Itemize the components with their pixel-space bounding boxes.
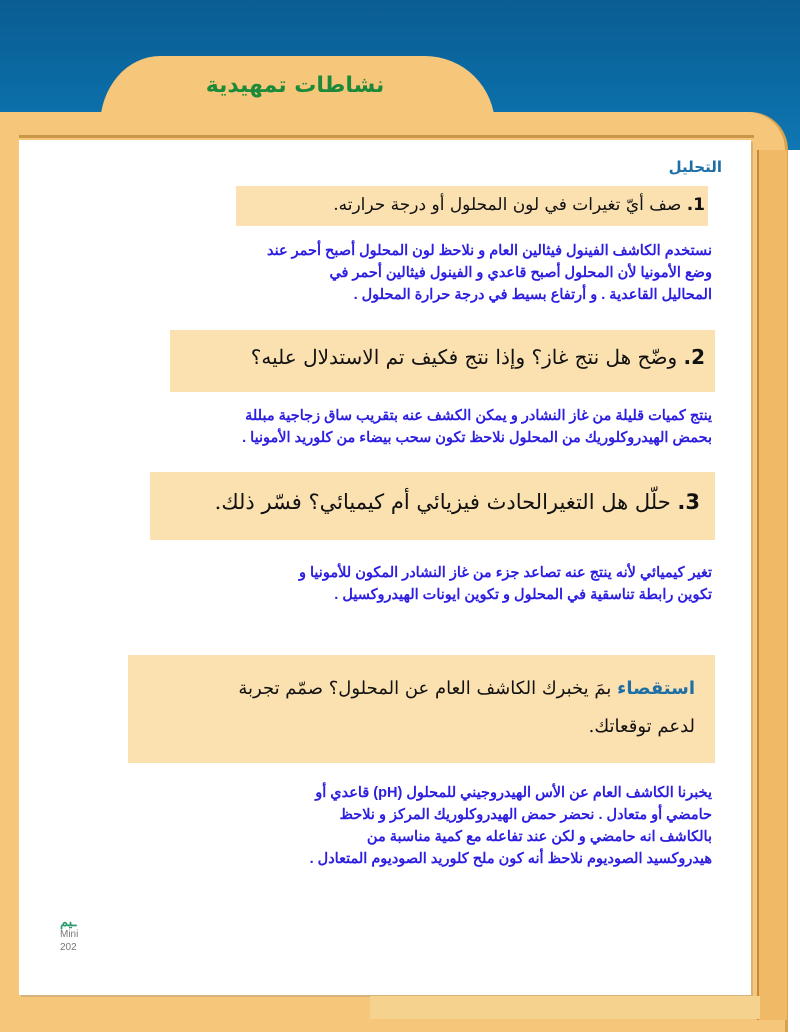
question-3 [140,490,700,514]
answer-3 [32,562,712,606]
answer-2-line: بحمض الهيدروكلوريك من المحلول نلاحظ تكون سحب بيضاء من كلوريد الأمونيا . [242,430,712,446]
inquiry-text [135,670,695,746]
answer-3-line: تكوين رابطة تناسقية في المحلول و تكوين ايونات الهيدروكسيل . [334,587,712,603]
question-1 [225,195,705,215]
question-1-number: 1. [686,195,705,215]
logo-subtext: Mini [60,929,79,940]
answer-1-line: وضع الأمونيا لأن المحلول أصبح قاعدي و الفينول فيثالين أحمر في [329,265,712,281]
ministry-logo-fragment [60,915,100,954]
inquiry-line-1: بمَ يخبرك الكاشف العام عن المحلول؟ صمّم تجربة [238,678,612,699]
answer-1-line: المحاليل القاعدية . و أرتفاع بسيط في درجة حرارة المحلول . [353,287,712,303]
answer-1 [92,240,712,306]
question-2 [165,345,705,369]
inquiry-label: استقصاء [617,678,695,699]
inquiry-answer-line: بالكاشف انه حامضي و لكن عند تفاعله مع كمية مناسبة من [366,829,712,845]
inquiry-line-2: لدعم توقعاتك. [588,716,695,737]
paper-divider [19,135,754,138]
tab-title: نشاطات تمهيدية [205,73,385,98]
section-heading: التحليل [668,158,722,176]
inquiry-answer [92,782,712,870]
inquiry-answer-line: يخبرنا الكاشف العام عن الأس الهيدروجيني للمحلول (pH) قاعدي أو [315,785,712,801]
logo-year: 202 [60,942,77,953]
question-2-number: 2. [683,345,705,369]
question-3-number: 3. [677,490,700,514]
answer-2-line: ينتج كميات قليلة من غاز النشادر و يمكن الكشف عنه بتقريب ساق زجاجية مبللة [245,408,712,424]
folder-edge [757,150,787,1020]
inquiry-answer-line: هيدروكسيد الصوديوم نلاحظ أنه كون ملح كلوريد الصوديوم المتعادل . [309,851,712,867]
answer-1-line: نستخدم الكاشف الفينول فيثالين العام و نلاحظ لون المحلول أصبح أحمر عند [266,243,712,259]
answer-2 [32,405,712,449]
folder-bottom-strip [370,996,760,1019]
question-2-text: وضّح هل نتج غاز؟ وإذا نتج فكيف تم الاستدلال عليه؟ [250,345,678,369]
logo-text: ـيم [60,914,77,929]
inquiry-answer-line: حامضي أو متعادل . نحضر حمض الهيدروكلوريك المركز و نلاحظ [339,807,712,823]
question-3-text: حلّل هل التغيرالحادث فيزيائي أم كيميائي؟ فسّر ذلك. [214,490,671,514]
question-1-text: صف أيّ تغيرات في لون المحلول أو درجة حرارته. [333,195,682,215]
answer-3-line: تغير كيميائي لأنه ينتج عنه تصاعد جزء من غاز النشادر المكون للأمونيا و [298,565,712,581]
